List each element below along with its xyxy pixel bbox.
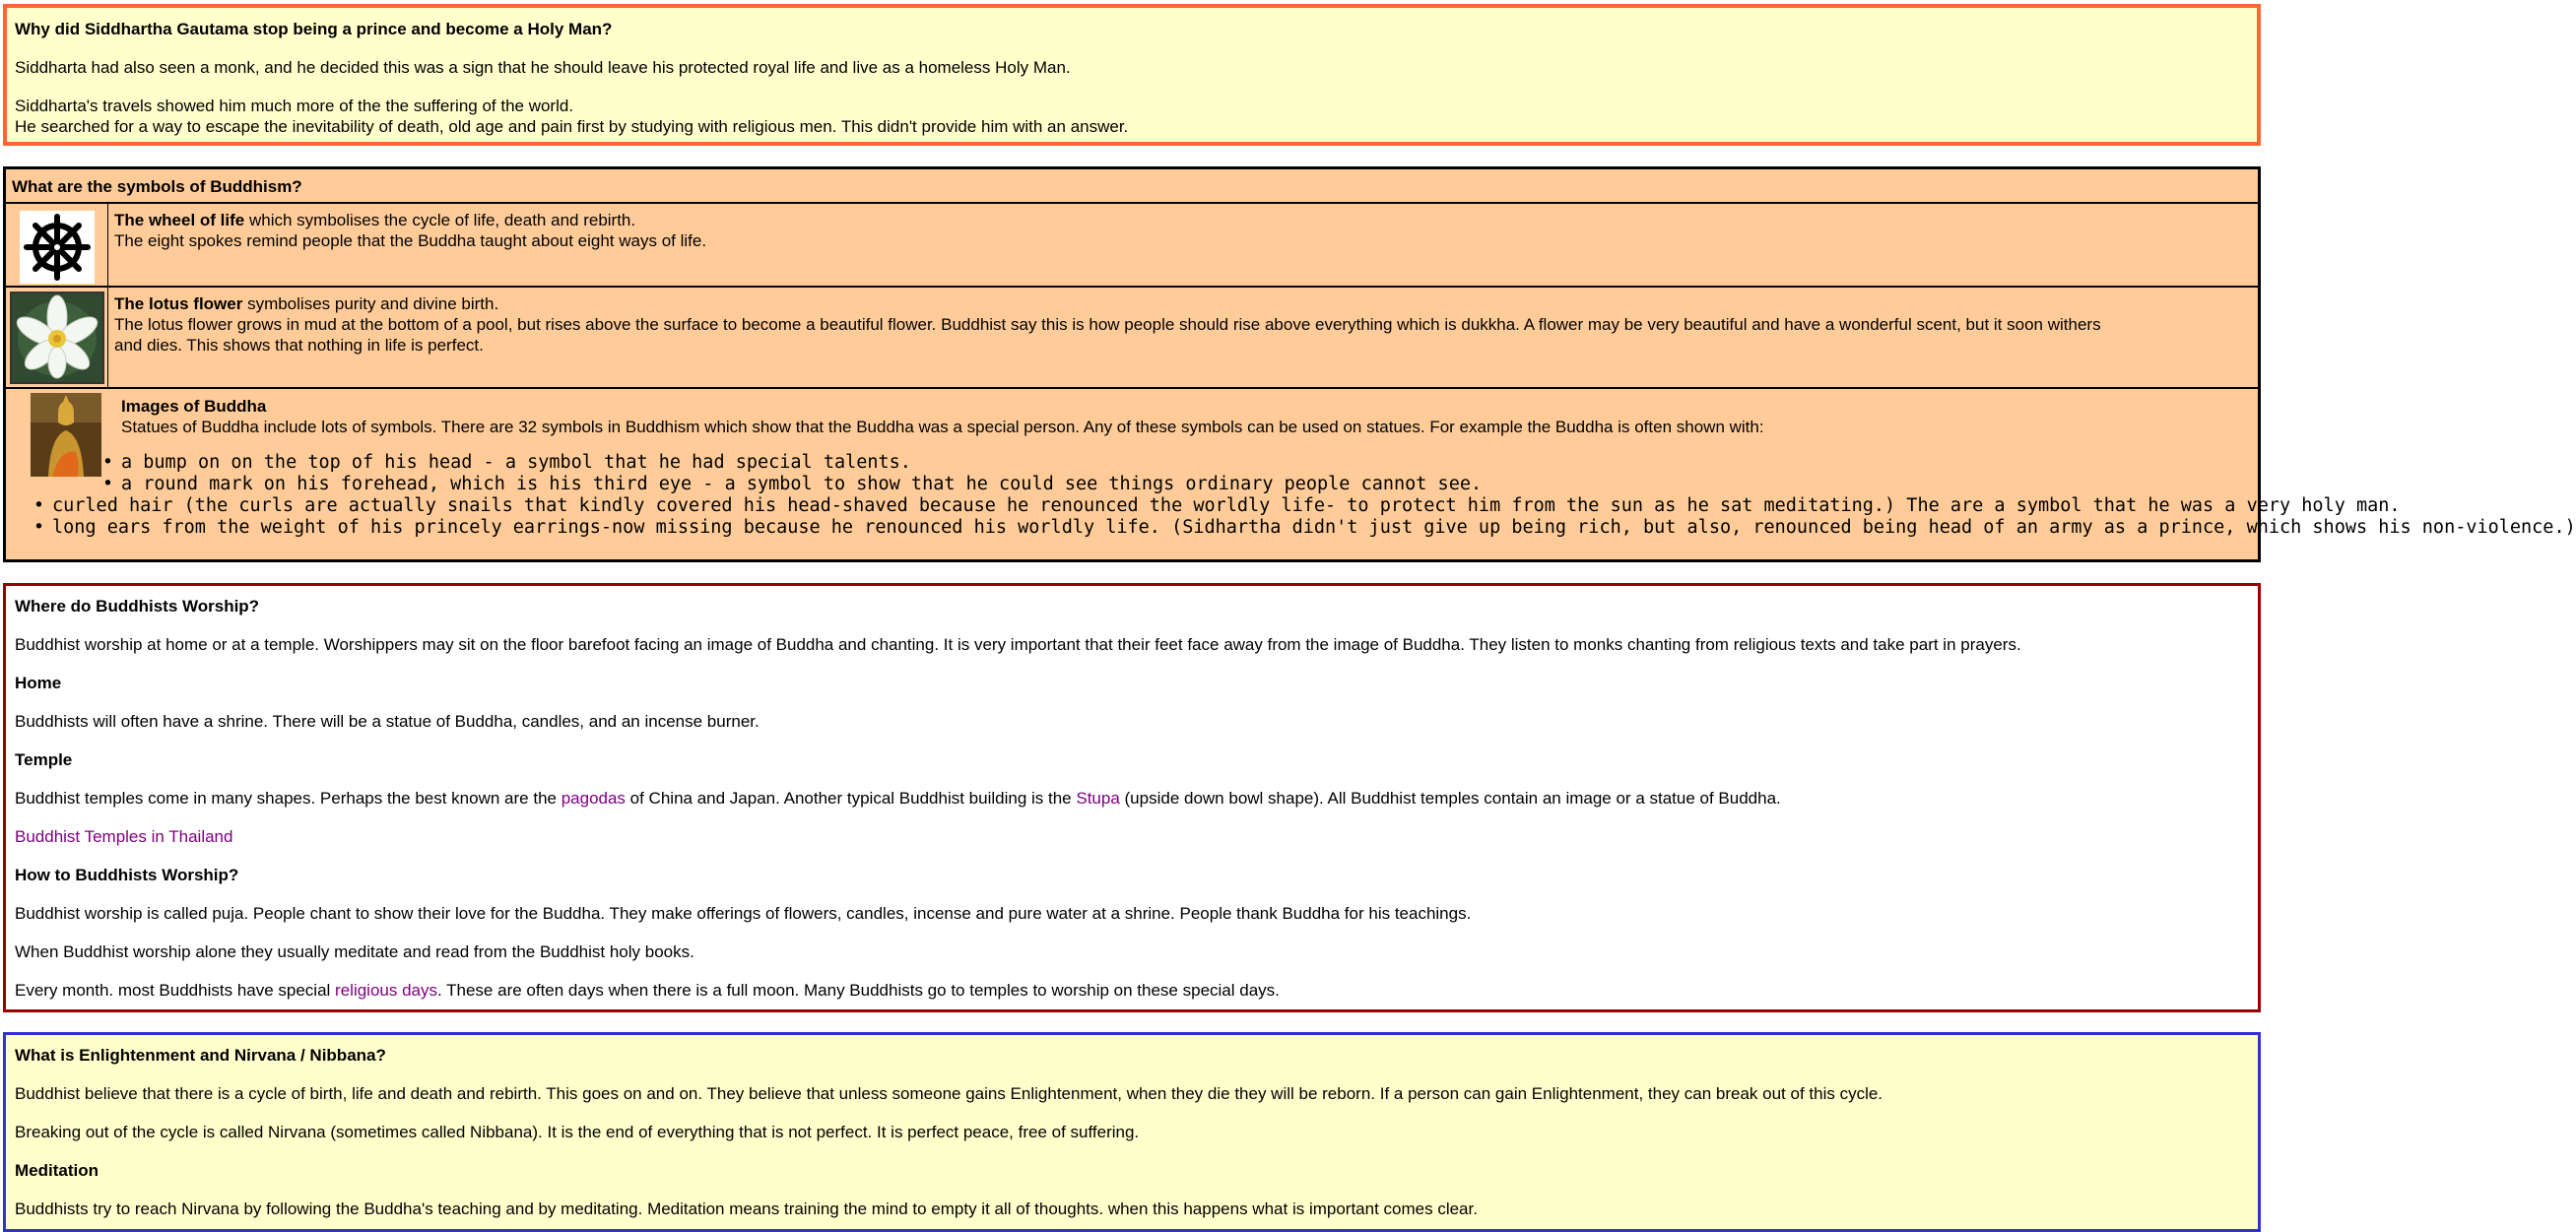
dharma-wheel-icon bbox=[20, 211, 95, 284]
nirvana-heading: What is Enlightenment and Nirvana / Nibbana? bbox=[15, 1046, 386, 1065]
list-item: • a round mark on his forehead, which is his third eye - a symbol to show that he could see things ordinary people cannot see. bbox=[121, 474, 1482, 495]
lotus-flower-title: The lotus flower bbox=[114, 294, 243, 313]
temple-heading: Temple bbox=[15, 750, 73, 769]
column-divider bbox=[107, 202, 108, 387]
religious-days-link[interactable]: religious days bbox=[335, 981, 437, 1000]
meditation-heading: Meditation bbox=[15, 1161, 99, 1180]
worship-section bbox=[3, 583, 2261, 1012]
religious-days-text-a: Every month. most Buddhists have special bbox=[15, 981, 336, 1000]
religious-days-text-b: . These are often days when there is a full moon. Many Buddhists go to temples to worship on these special days. bbox=[437, 981, 1280, 1000]
lotus-flower-line-3: and dies. This shows that nothing in life is perfect. bbox=[114, 336, 484, 355]
wheel-of-life-line-2: The eight spokes remind people that the Buddha taught about eight ways of life. bbox=[114, 231, 707, 250]
religious-days-paragraph bbox=[15, 980, 1280, 1001]
worship-paragraph: Buddhist worship at home or at a temple. Worshippers may sit on the floor barefoot facing an image of Buddha and chanting. It is very important that their feet face away from the image of Buddha. They listen to monks chanting from religious texts and take part in prayers. bbox=[15, 635, 2021, 654]
symbols-heading: What are the symbols of Buddhism? bbox=[12, 177, 302, 196]
pagodas-link[interactable]: pagodas bbox=[561, 789, 626, 808]
temple-text-b: of China and Japan. Another typical Buddhist building is the bbox=[625, 789, 1077, 808]
thailand-temples-line bbox=[15, 826, 232, 847]
list-item: • long ears from the weight of his princely earrings-now missing because he renounced his worldly life. (Sidhartha didn't just give up being rich, but also, renounced being head of an army as a prince, which shows his non-violence.) bbox=[52, 517, 2576, 539]
list-item: • a bump on on the top of his head - a symbol that he had special talents. bbox=[121, 452, 911, 474]
temple-paragraph bbox=[15, 788, 1781, 809]
temple-text-c: (upside down bowl shape). All Buddhist temples contain an image or a statue of Buddha. bbox=[1119, 789, 1781, 808]
home-heading: Home bbox=[15, 674, 62, 692]
wheel-of-life-line-1 bbox=[114, 210, 635, 230]
home-paragraph: Buddhists will often have a shrine. There will be a statue of Buddha, candles, and an incense burner. bbox=[15, 712, 760, 731]
list-item: • curled hair (the curls are actually snails that kindly covered his head-shaved because he renounced the worldly life- to protect him from the sun as he sat meditating.) The are a symbol that he was a very holy man. bbox=[52, 495, 2401, 517]
symbols-section bbox=[3, 166, 2576, 562]
row-divider bbox=[6, 387, 2258, 389]
thailand-temples-link[interactable]: Buddhist Temples in Thailand bbox=[15, 827, 233, 846]
prince-paragraph-1: Siddharta had also seen a monk, and he decided this was a sign that he should leave his protected royal life and live as a homeless Holy Man. bbox=[15, 58, 1071, 77]
lotus-flower-image bbox=[10, 292, 104, 384]
buddha-statue-image bbox=[31, 393, 101, 477]
nirvana-paragraph: Breaking out of the cycle is called Nirvana (sometimes called Nibbana). It is the end of everything that is not perfect. It is perfect peace, free of suffering. bbox=[15, 1123, 1140, 1141]
how-to-worship-heading: How to Buddhists Worship? bbox=[15, 866, 239, 884]
prince-section bbox=[3, 4, 2261, 146]
wheel-of-life-title: The wheel of life bbox=[114, 211, 245, 229]
row-divider bbox=[6, 286, 2258, 288]
temple-text-a: Buddhist temples come in many shapes. Perhaps the best known are the bbox=[15, 789, 561, 808]
images-of-buddha-title: Images of Buddha bbox=[121, 397, 267, 416]
images-of-buddha-description: Statues of Buddha include lots of symbols. There are 32 symbols in Buddhism which show that the Buddha was a special person. Any of these symbols can be used on statues. For example the Buddha is often shown with: bbox=[121, 418, 1764, 436]
stupa-link[interactable]: Stupa bbox=[1076, 789, 1120, 808]
wheel-of-life-description: which symbolises the cycle of life, death and rebirth. bbox=[244, 211, 636, 229]
lotus-flower-line-1 bbox=[114, 293, 498, 314]
meditation-paragraph: Buddhists try to reach Nirvana by following the Buddha's teaching and by meditating. Meditation means training the mind to empty it all of thoughts. when this happens what is important comes clear. bbox=[15, 1200, 1478, 1218]
lotus-flower-line-2: The lotus flower grows in mud at the bottom of a pool, but rises above the surface to become a beautiful flower. Buddhist say this is how people should rise above everything which is dukkha. A flower may be very beautiful and have a wonderful scent, but it soon withers bbox=[114, 315, 2101, 334]
prince-heading: Why did Siddhartha Gautama stop being a prince and become a Holy Man? bbox=[15, 20, 613, 38]
puja-paragraph: Buddhist worship is called puja. People chant to show their love for the Buddha. They make offerings of flowers, candles, incense and pure water at a shrine. People thank Buddha for his teachings. bbox=[15, 904, 1472, 923]
row-divider bbox=[6, 202, 2258, 204]
prince-paragraph-2-line-1: Siddharta's travels showed him much more of the the suffering of the world. bbox=[15, 97, 574, 115]
worship-alone-paragraph: When Buddhist worship alone they usually meditate and read from the Buddhist holy books. bbox=[15, 942, 694, 961]
worship-heading: Where do Buddhists Worship? bbox=[15, 597, 260, 616]
rebirth-paragraph: Buddhist believe that there is a cycle of birth, life and death and rebirth. This goes on and on. They believe that unless someone gains Enlightenment, when they die they will be reborn. If a person can gain Enlightenment, they can break out of this cycle. bbox=[15, 1084, 1883, 1103]
prince-paragraph-2-line-2: He searched for a way to escape the inevitability of death, old age and pain first by studying with religious men. This didn't provide him with an answer. bbox=[15, 117, 1129, 136]
nirvana-section bbox=[3, 1032, 2261, 1232]
lotus-flower-description: symbolises purity and divine birth. bbox=[242, 294, 499, 313]
